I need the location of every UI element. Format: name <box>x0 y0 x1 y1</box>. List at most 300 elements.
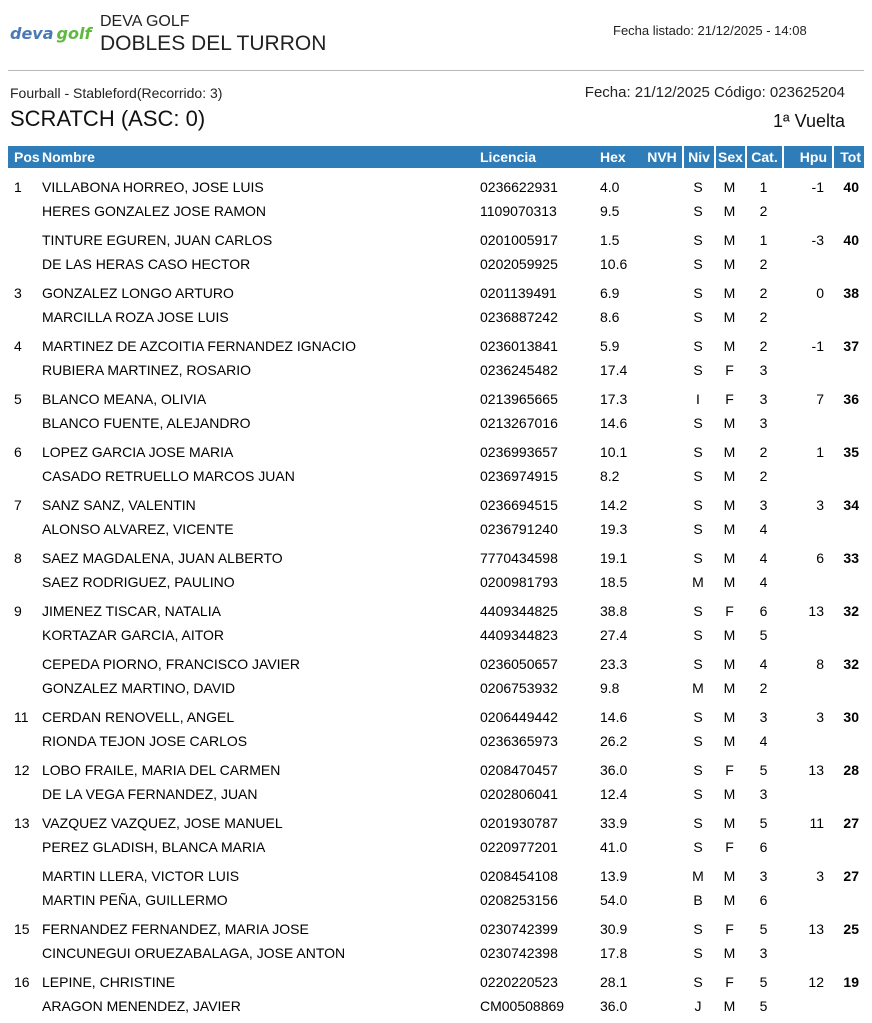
cell-tot: 34 <box>843 497 859 513</box>
logo-deva-text: deva <box>10 24 54 43</box>
cell-nvh <box>642 941 682 965</box>
logo-golf-text: golf <box>56 24 92 43</box>
cell-licencia: 0202059925 <box>480 256 558 272</box>
cell-cat: 3 <box>759 709 768 725</box>
cell-tot: 38 <box>843 285 859 301</box>
cell-licencia: 1109070313 <box>480 203 557 219</box>
cell-hpu <box>782 888 832 912</box>
result-group <box>8 276 864 329</box>
cell-tot <box>832 411 864 435</box>
cell-pos <box>8 464 40 488</box>
column-header-hex: Hex <box>600 149 626 165</box>
cell-licencia: 0208253156 <box>480 892 558 908</box>
cell-nombre: KORTAZAR GARCIA, AITOR <box>42 627 225 643</box>
cell-hex: 23.3 <box>600 656 628 672</box>
cell-tot <box>832 305 864 329</box>
cell-nvh <box>642 623 682 647</box>
cell-licencia: 0220220523 <box>480 974 558 990</box>
cell-tot: 27 <box>843 815 859 831</box>
cell-nvh <box>642 546 682 570</box>
cell-hex: 18.5 <box>600 574 628 590</box>
cell-niv: S <box>693 627 703 643</box>
cell-nombre: MARCILLA ROZA JOSE LUIS <box>42 309 229 325</box>
cell-niv: S <box>693 179 703 195</box>
cell-tot <box>832 517 864 541</box>
cell-licencia: 0236013841 <box>480 338 558 354</box>
cell-sex: M <box>723 415 736 431</box>
cell-licencia: 0200981793 <box>480 574 558 590</box>
cell-tot: 40 <box>843 232 859 248</box>
cell-hex: 10.6 <box>600 256 628 272</box>
cell-cat: 4 <box>759 521 768 537</box>
cell-nombre: LOBO FRAILE, MARIA DEL CARMEN <box>42 762 281 778</box>
cell-pos: 7 <box>14 497 22 513</box>
cell-hex: 13.9 <box>600 868 628 884</box>
cell-sex: F <box>725 362 734 378</box>
column-header-niv: Niv <box>682 146 714 168</box>
cell-tot: 40 <box>843 179 859 195</box>
cell-tot: 37 <box>843 338 859 354</box>
cell-sex: M <box>723 497 736 513</box>
table-row <box>8 970 864 994</box>
cell-nombre: RIONDA TEJON JOSE CARLOS <box>42 733 248 749</box>
table-row <box>8 411 864 435</box>
cell-sex: F <box>725 391 734 407</box>
cell-nombre: MARTIN LLERA, VICTOR LUIS <box>42 868 240 884</box>
cell-pos <box>8 676 40 700</box>
cell-pos: 11 <box>14 709 29 725</box>
cell-cat: 3 <box>759 362 768 378</box>
cell-cat: 2 <box>759 285 768 301</box>
cell-sex: M <box>723 285 736 301</box>
table-row <box>8 281 864 305</box>
cell-hpu: 3 <box>816 709 824 725</box>
cell-hpu <box>782 358 832 382</box>
cell-hex: 8.2 <box>600 468 620 484</box>
table-row <box>8 941 864 965</box>
cell-cat: 6 <box>759 603 768 619</box>
result-group <box>8 965 864 1018</box>
cell-niv: S <box>693 603 703 619</box>
cell-hpu <box>782 729 832 753</box>
cell-sex: M <box>723 521 736 537</box>
cell-licencia: 4409344823 <box>480 627 558 643</box>
cell-pos <box>8 228 40 252</box>
cell-cat: 5 <box>759 998 768 1014</box>
cell-tot: 27 <box>843 868 859 884</box>
cell-hpu: -1 <box>811 338 824 354</box>
result-group <box>8 223 864 276</box>
cell-nombre: ALONSO ALVAREZ, VICENTE <box>42 521 234 537</box>
table-row <box>8 175 864 199</box>
cell-niv: S <box>693 921 703 937</box>
cell-hpu: 6 <box>816 550 824 566</box>
cell-niv: S <box>693 309 703 325</box>
cell-hpu: 0 <box>816 285 824 301</box>
table-body <box>8 168 864 1018</box>
cell-hex: 30.9 <box>600 921 628 937</box>
cell-nombre: RUBIERA MARTINEZ, ROSARIO <box>42 362 251 378</box>
cell-cat: 2 <box>759 203 768 219</box>
cell-nombre: GONZALEZ MARTINO, DAVID <box>42 680 236 696</box>
cell-hex: 27.4 <box>600 627 628 643</box>
cell-niv: S <box>693 444 703 460</box>
table-row <box>8 623 864 647</box>
cell-licencia: 0236791240 <box>480 521 558 537</box>
cell-hex: 19.3 <box>600 521 628 537</box>
cell-nombre: SANZ SANZ, VALENTIN <box>42 497 196 513</box>
cell-tot <box>832 835 864 859</box>
cell-cat: 2 <box>759 256 768 272</box>
cell-niv: J <box>694 998 702 1014</box>
cell-pos <box>8 517 40 541</box>
cell-tot <box>832 676 864 700</box>
cell-pos <box>8 835 40 859</box>
cell-nombre: FERNANDEZ FERNANDEZ, MARIA JOSE <box>42 921 309 937</box>
cell-hex: 17.8 <box>600 945 628 961</box>
cell-hpu: 13 <box>808 603 824 619</box>
cell-tot <box>832 888 864 912</box>
cell-nvh <box>642 493 682 517</box>
header-divider <box>8 70 864 71</box>
cell-tot <box>832 941 864 965</box>
cell-hpu: 3 <box>816 497 824 513</box>
cell-hex: 41.0 <box>600 839 628 855</box>
cell-nombre: LOPEZ GARCIA JOSE MARIA <box>42 444 234 460</box>
cell-pos <box>8 888 40 912</box>
cell-niv: S <box>693 497 703 513</box>
cell-niv: M <box>692 574 704 590</box>
cell-nombre: MARTINEZ DE AZCOITIA FERNANDEZ IGNACIO <box>42 338 356 354</box>
cell-hex: 9.5 <box>600 203 620 219</box>
cell-niv: S <box>693 733 703 749</box>
cell-cat: 2 <box>759 338 768 354</box>
cell-sex: M <box>723 815 736 831</box>
table-row <box>8 835 864 859</box>
result-group <box>8 329 864 382</box>
cell-tot: 28 <box>843 762 859 778</box>
result-group <box>8 806 864 859</box>
cell-pos: 1 <box>14 179 22 195</box>
table-row <box>8 599 864 623</box>
cell-tot <box>832 252 864 276</box>
cell-hex: 38.8 <box>600 603 628 619</box>
cell-pos: 9 <box>14 603 22 619</box>
table-row <box>8 758 864 782</box>
result-group <box>8 541 864 594</box>
cell-sex: M <box>723 733 736 749</box>
cell-nvh <box>642 835 682 859</box>
cell-hpu: 13 <box>808 762 824 778</box>
cell-cat: 1 <box>759 179 768 195</box>
cell-licencia: 0236974915 <box>480 468 558 484</box>
cell-hex: 6.9 <box>600 285 620 301</box>
cell-pos: 13 <box>14 815 30 831</box>
cell-licencia: 0201930787 <box>480 815 558 831</box>
cell-hex: 8.6 <box>600 309 620 325</box>
cell-hpu: 11 <box>809 815 824 831</box>
cell-hpu: 1 <box>816 444 824 460</box>
cell-hpu <box>782 941 832 965</box>
table-row <box>8 199 864 223</box>
cell-sex: M <box>723 656 736 672</box>
column-header-sex: Sex <box>714 146 745 168</box>
table-row <box>8 888 864 912</box>
cell-nombre: TINTURE EGUREN, JUAN CARLOS <box>42 232 273 248</box>
cell-nvh <box>642 228 682 252</box>
cell-sex: M <box>723 998 736 1014</box>
cell-pos: 16 <box>14 974 30 990</box>
cell-pos: 8 <box>14 550 22 566</box>
cell-licencia: 0202806041 <box>480 786 558 802</box>
cell-cat: 5 <box>759 815 768 831</box>
cell-nvh <box>642 888 682 912</box>
cell-hpu <box>782 464 832 488</box>
cell-hpu <box>782 411 832 435</box>
cell-pos <box>8 652 40 676</box>
cell-hex: 12.4 <box>600 786 628 802</box>
cell-sex: M <box>723 868 736 884</box>
cell-niv: S <box>693 256 703 272</box>
cell-niv: S <box>693 203 703 219</box>
cell-nombre: CASADO RETRUELLO MARCOS JUAN <box>42 468 295 484</box>
cell-cat: 2 <box>759 309 768 325</box>
cell-sex: F <box>725 762 734 778</box>
cell-nombre: DE LAS HERAS CASO HECTOR <box>42 256 251 272</box>
result-group <box>8 170 864 223</box>
cell-niv: M <box>692 868 704 884</box>
cell-cat: 4 <box>759 574 768 590</box>
cell-niv: S <box>693 415 703 431</box>
cell-hpu <box>782 835 832 859</box>
cell-tot <box>832 464 864 488</box>
cell-licencia: 0213965665 <box>480 391 558 407</box>
cell-pos <box>8 199 40 223</box>
cell-nombre: CERDAN RENOVELL, ANGEL <box>42 709 235 725</box>
cell-nvh <box>642 281 682 305</box>
cell-nombre: VAZQUEZ VAZQUEZ, JOSE MANUEL <box>42 815 283 831</box>
table-row <box>8 464 864 488</box>
table-header-row <box>8 146 864 168</box>
cell-nombre: BLANCO MEANA, OLIVIA <box>42 391 207 407</box>
results-table <box>8 146 864 1018</box>
cell-pos: 6 <box>14 444 22 460</box>
cell-cat: 5 <box>759 627 768 643</box>
cell-hpu <box>782 199 832 223</box>
cell-hex: 14.6 <box>600 415 628 431</box>
cell-sex: M <box>723 179 736 195</box>
cell-niv: M <box>692 680 704 696</box>
cell-nvh <box>642 782 682 806</box>
cell-licencia: 7770434598 <box>480 550 558 566</box>
cell-nvh <box>642 199 682 223</box>
cell-hpu <box>782 623 832 647</box>
cell-pos: 5 <box>14 391 22 407</box>
cell-nvh <box>642 599 682 623</box>
cell-sex: M <box>723 627 736 643</box>
cell-pos <box>8 994 40 1018</box>
cell-niv: S <box>693 285 703 301</box>
cell-pos <box>8 729 40 753</box>
table-row <box>8 864 864 888</box>
cell-cat: 3 <box>759 786 768 802</box>
cell-cat: 2 <box>759 444 768 460</box>
cell-tot: 25 <box>843 921 859 937</box>
cell-hpu <box>782 676 832 700</box>
cell-cat: 2 <box>759 468 768 484</box>
cell-pos <box>8 782 40 806</box>
cell-niv: S <box>693 338 703 354</box>
cell-hpu <box>782 517 832 541</box>
cell-licencia: 0201139491 <box>480 285 557 301</box>
cell-cat: 3 <box>759 945 768 961</box>
cell-pos <box>8 305 40 329</box>
result-group <box>8 435 864 488</box>
cell-sex: M <box>723 444 736 460</box>
cell-niv: S <box>693 232 703 248</box>
result-group <box>8 912 864 965</box>
format-info: Fourball - Stableford(Recorrido: 3) <box>10 85 223 101</box>
cell-nvh <box>642 517 682 541</box>
cell-nvh <box>642 729 682 753</box>
cell-licencia: 0236622931 <box>480 179 558 195</box>
cell-niv: S <box>693 521 703 537</box>
cell-hex: 9.8 <box>600 680 620 696</box>
cell-nombre: PEREZ GLADISH, BLANCA MARIA <box>42 839 266 855</box>
cell-nvh <box>642 970 682 994</box>
column-header-licencia: Licencia <box>480 149 537 165</box>
deva-golf-logo <box>10 24 91 43</box>
cell-pos <box>8 252 40 276</box>
cell-sex: M <box>723 892 736 908</box>
cell-tot: 35 <box>843 444 859 460</box>
table-row <box>8 517 864 541</box>
cell-tot: 30 <box>843 709 859 725</box>
cell-licencia: CM00508869 <box>480 998 565 1014</box>
cell-nvh <box>642 994 682 1018</box>
cell-sex: F <box>725 603 734 619</box>
table-row <box>8 546 864 570</box>
cell-hpu <box>782 782 832 806</box>
table-row <box>8 676 864 700</box>
round-label: 1ª Vuelta <box>772 111 845 131</box>
cell-nvh <box>642 705 682 729</box>
cell-tot <box>832 199 864 223</box>
cell-tot: 32 <box>843 603 859 619</box>
cell-sex: M <box>723 309 736 325</box>
cell-cat: 3 <box>759 391 768 407</box>
cell-licencia: 0236050657 <box>480 656 558 672</box>
table-row <box>8 252 864 276</box>
cell-hex: 14.6 <box>600 709 628 725</box>
cell-cat: 5 <box>759 762 768 778</box>
table-row <box>8 570 864 594</box>
cell-licencia: 0206753932 <box>480 680 558 696</box>
column-header-hpu: Hpu <box>782 146 832 168</box>
cell-licencia: 0230742399 <box>480 921 558 937</box>
cell-hpu: 8 <box>816 656 824 672</box>
cell-hpu: 7 <box>816 391 824 407</box>
cell-tot <box>832 358 864 382</box>
cell-sex: F <box>725 974 734 990</box>
cell-cat: 3 <box>759 868 768 884</box>
cell-licencia: 0236993657 <box>480 444 558 460</box>
cell-sex: M <box>723 550 736 566</box>
table-row <box>8 334 864 358</box>
cell-nombre: CINCUNEGUI ORUEZABALAGA, JOSE ANTON <box>42 945 346 961</box>
cell-nombre: LEPINE, CHRISTINE <box>42 974 176 990</box>
cell-hex: 26.2 <box>600 733 628 749</box>
table-row <box>8 228 864 252</box>
cell-tot: 36 <box>843 391 859 407</box>
club-name: DEVA GOLF <box>100 13 190 30</box>
cell-sex: M <box>723 709 736 725</box>
cell-cat: 1 <box>759 232 768 248</box>
cell-tot: 32 <box>843 656 859 672</box>
cell-cat: 5 <box>759 921 768 937</box>
cell-hex: 17.4 <box>600 362 628 378</box>
cell-licencia: 0208470457 <box>480 762 558 778</box>
cell-hex: 19.1 <box>600 550 628 566</box>
cell-pos <box>8 570 40 594</box>
cell-niv: S <box>693 362 703 378</box>
column-header-tot: Tot <box>832 146 864 168</box>
table-row <box>8 729 864 753</box>
table-row <box>8 493 864 517</box>
cell-hex: 28.1 <box>600 974 628 990</box>
cell-nvh <box>642 570 682 594</box>
result-group <box>8 382 864 435</box>
cell-nombre: ARAGON MENENDEZ, JAVIER <box>42 998 241 1014</box>
tournament-title: DOBLES DEL TURRON <box>100 32 327 55</box>
cell-hex: 14.2 <box>600 497 628 513</box>
cell-nombre: CEPEDA PIORNO, FRANCISCO JAVIER <box>42 656 301 672</box>
cell-tot <box>832 782 864 806</box>
cell-sex: M <box>723 574 736 590</box>
column-header-pos: Pos <box>14 149 40 165</box>
cell-licencia: 0201005917 <box>480 232 558 248</box>
cell-hpu <box>782 252 832 276</box>
cell-nvh <box>642 387 682 411</box>
cell-hpu: -3 <box>811 232 824 248</box>
cell-cat: 5 <box>759 974 768 990</box>
cell-nvh <box>642 652 682 676</box>
cell-hpu <box>782 994 832 1018</box>
table-row <box>8 917 864 941</box>
cell-nombre: JIMENEZ TISCAR, NATALIA <box>42 603 221 619</box>
column-header-cat: Cat. <box>745 146 782 168</box>
cell-tot <box>832 623 864 647</box>
cell-hpu: 12 <box>808 974 824 990</box>
cell-nombre: HERES GONZALEZ JOSE RAMON <box>42 203 267 219</box>
cell-niv: S <box>693 656 703 672</box>
result-group <box>8 859 864 912</box>
result-group <box>8 700 864 753</box>
cell-cat: 4 <box>759 656 768 672</box>
cell-nvh <box>642 411 682 435</box>
cell-nombre: BLANCO FUENTE, ALEJANDRO <box>42 415 251 431</box>
result-group <box>8 647 864 700</box>
cell-niv: B <box>693 892 703 908</box>
cell-niv: S <box>693 762 703 778</box>
table-row <box>8 652 864 676</box>
cell-sex: M <box>723 786 736 802</box>
cell-cat: 4 <box>759 733 768 749</box>
date-code-info: Fecha: 21/12/2025 Código: 023625204 <box>584 84 845 101</box>
table-row <box>8 811 864 835</box>
cell-hpu: -1 <box>811 179 824 195</box>
cell-tot: 33 <box>843 550 859 566</box>
